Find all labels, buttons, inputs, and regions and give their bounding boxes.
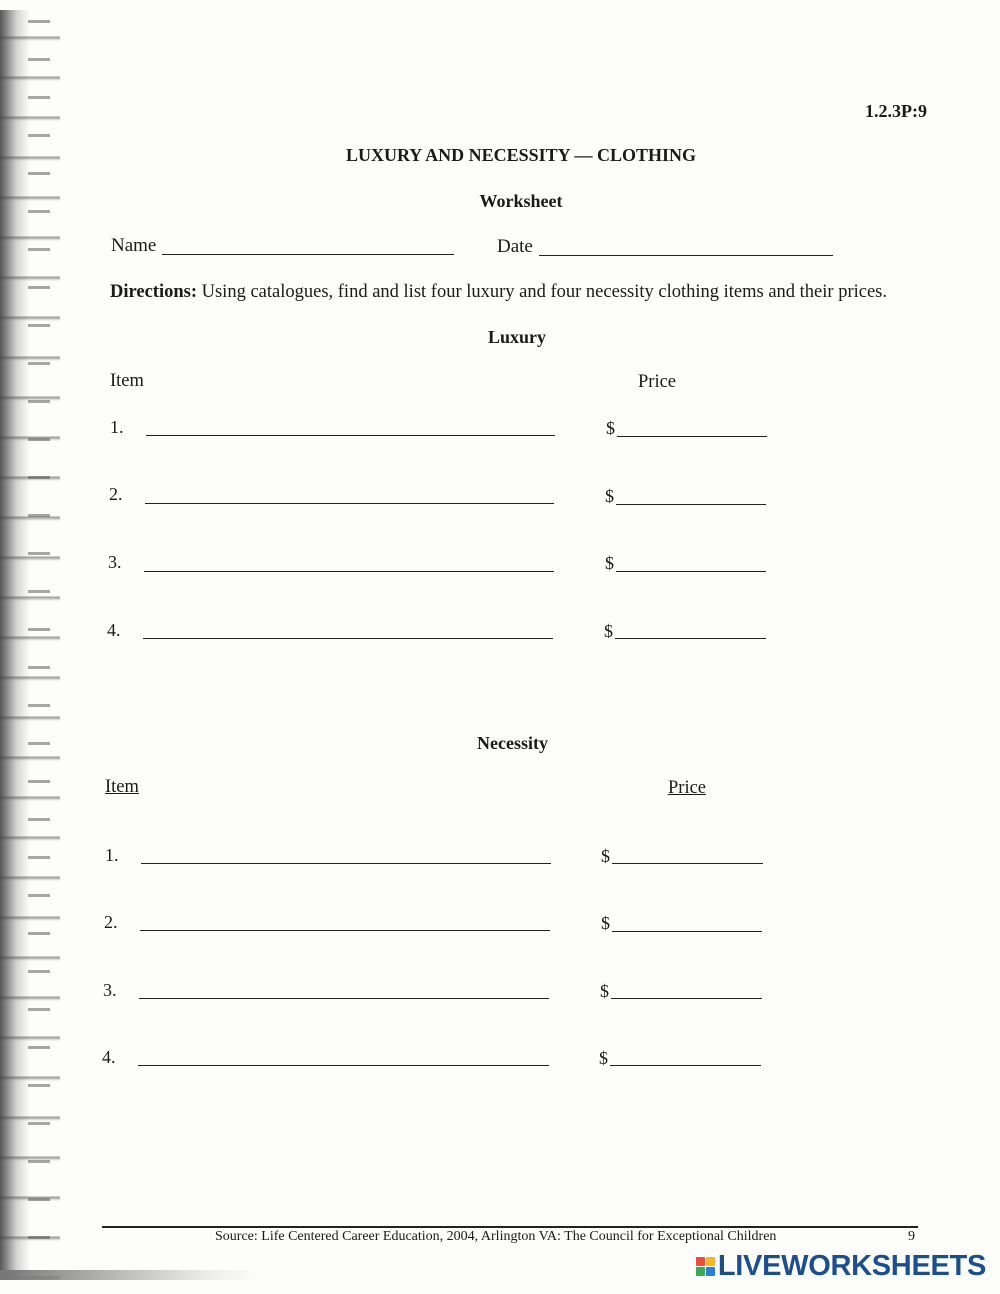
luxury-item-header: Item — [110, 371, 144, 391]
necessity-item-field[interactable] — [140, 930, 550, 931]
luxury-row-number: 4. — [107, 620, 121, 640]
luxury-item-field[interactable] — [144, 571, 554, 572]
liveworksheets-logo — [696, 1250, 986, 1283]
dollar-sign: $ — [601, 913, 610, 933]
footer-rule — [102, 1226, 918, 1228]
dollar-sign: $ — [600, 981, 609, 1001]
luxury-row-number: 2. — [109, 484, 123, 504]
name-field[interactable] — [162, 254, 454, 255]
dollar-sign: $ — [604, 621, 613, 641]
luxury-row-number: 3. — [108, 552, 122, 572]
logo-tile — [696, 1267, 705, 1276]
luxury-title: Luxury — [488, 327, 547, 347]
source-citation: Source: Life Centered Career Education, 2004, Arlington VA: The Council for Exceptional Children — [215, 1229, 777, 1244]
page-title: LUXURY AND NECESSITY — CLOTHING — [345, 145, 697, 165]
luxury-price-field[interactable] — [617, 436, 767, 437]
necessity-price-field[interactable] — [610, 1065, 761, 1066]
luxury-item-field[interactable] — [146, 435, 555, 436]
name-label: Name — [111, 235, 157, 256]
luxury-item-field[interactable] — [143, 638, 553, 639]
logo-tile — [706, 1267, 715, 1276]
necessity-item-field[interactable] — [141, 863, 551, 864]
necessity-row-number: 1. — [105, 845, 119, 865]
necessity-price-header: Price — [668, 778, 707, 798]
scan-shadow — [0, 1270, 260, 1280]
necessity-title: Necessity — [477, 733, 548, 753]
necessity-row-number: 2. — [104, 912, 118, 932]
liveworksheets-logo-text: LIVEWORKSHEETS — [717, 1250, 986, 1282]
directions-text: Using catalogues, find and list four luxury and four necessity clothing items and their prices. — [197, 282, 887, 302]
necessity-row-number: 3. — [103, 980, 117, 1000]
dollar-sign: $ — [605, 486, 614, 506]
necessity-item-field[interactable] — [139, 998, 549, 999]
luxury-price-field[interactable] — [616, 571, 766, 572]
page-subtitle: Worksheet — [479, 191, 563, 211]
worksheet-code: 1.2.3P:9 — [865, 101, 927, 121]
necessity-row-number: 4. — [102, 1047, 116, 1067]
liveworksheets-logo-icon — [696, 1257, 715, 1276]
date-label: Date — [497, 236, 533, 257]
necessity-item-header: Item — [105, 777, 139, 797]
directions — [110, 281, 910, 303]
page-number: 9 — [908, 1229, 915, 1244]
logo-tile — [696, 1257, 705, 1266]
luxury-price-field[interactable] — [615, 638, 766, 639]
dollar-sign: $ — [605, 553, 614, 573]
luxury-item-field[interactable] — [145, 503, 554, 504]
directions-label: Directions: — [110, 282, 197, 302]
date-field[interactable] — [539, 255, 833, 256]
dollar-sign: $ — [601, 846, 610, 866]
necessity-price-field[interactable] — [612, 931, 762, 932]
luxury-price-field[interactable] — [616, 504, 766, 505]
luxury-row-number: 1. — [110, 417, 124, 437]
dollar-sign: $ — [599, 1048, 608, 1068]
necessity-item-field[interactable] — [138, 1065, 549, 1066]
dollar-sign: $ — [606, 418, 615, 438]
logo-tile — [706, 1257, 715, 1266]
necessity-price-field[interactable] — [611, 998, 762, 999]
luxury-price-header: Price — [638, 372, 677, 392]
necessity-price-field[interactable] — [612, 863, 763, 864]
